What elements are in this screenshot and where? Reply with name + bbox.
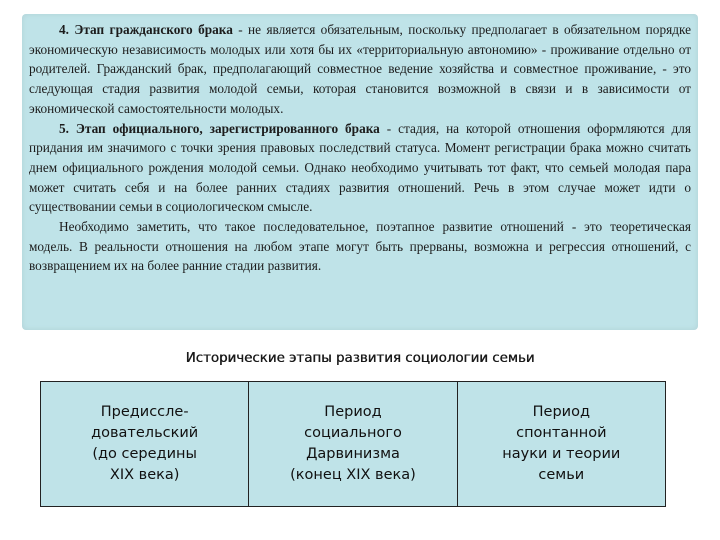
- stage-5-heading: 5. Этап официального, зарегистрированного брака: [59, 120, 380, 136]
- body-text: [29, 20, 691, 276]
- stage-4-text: - не является обязательным, поскольку предполагает в обязательном порядке экономическую независимость молодых или хотя бы их «территориальную автономию» - проживание отдельно от родителей. Гражданский брак, предполагающий совместное ведение хозяйства и совместное проживание, - это следующая стадия развития молодой семьи, которая становится возможной в связи и в зависимости от экономической самостоятельности молодых.: [29, 22, 692, 116]
- paragraph-stage-4: [29, 20, 691, 119]
- paragraph-note: Необходимо заметить, что такое последовательное, поэтапное развитие отношений - это теоретическая модель. В реальности отношения на любом этапе могут быть прерваны, возможна и регрессия отношений, с возвращением их на более ранние стадии развития.: [29, 219, 691, 274]
- period-cell-pre-research: Предиссле- довательский (до середины XIX века): [41, 382, 249, 506]
- periods-table: [40, 381, 666, 507]
- stage-5-text: - стадия, на которой отношения оформляются для придания им значимого с точки зрения правовых последствий статуса. Момент регистрации брака можно считать днем официального рождения молодой семьи. Однако необходимо учитывать тот факт, что семьей молодая пара может считать себя и на более ранних стадиях развития отношений. Речь в этом случае может идти о существовании семьи в социологическом смысле.: [29, 120, 691, 215]
- table-title: Исторические этапы развития социологии семьи: [185, 351, 535, 366]
- stage-4-heading: 4. Этап гражданского брака: [59, 22, 233, 37]
- paragraph-stage-5: [29, 119, 691, 218]
- period-cell-spontaneous-science: Период спонтанной науки и теории семьи: [502, 404, 621, 483]
- period-cell-social-darwinism: Период социального Дарвинизма (конец XIX века): [249, 382, 457, 506]
